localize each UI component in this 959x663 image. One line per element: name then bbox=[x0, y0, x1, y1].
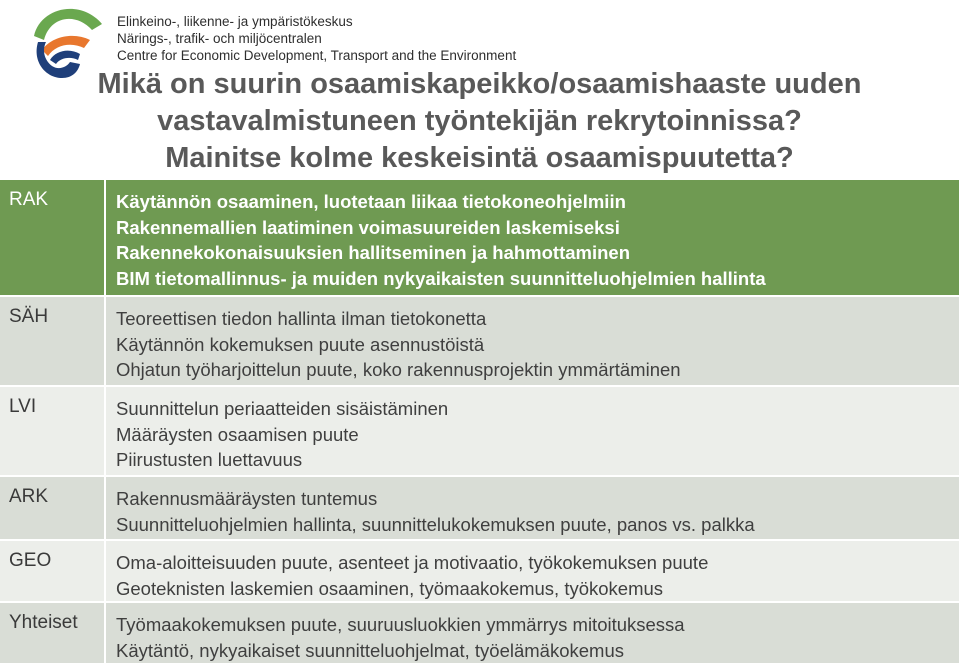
table-row-rak bbox=[0, 180, 959, 295]
org-line-en: Centre for Economic Development, Transport and the Environment bbox=[117, 48, 517, 63]
table-row-geo bbox=[0, 541, 959, 601]
table-row-lvi bbox=[0, 387, 959, 475]
title-line-2: vastavalmistuneen työntekijän rekrytoinnissa? bbox=[157, 105, 802, 137]
title-line-3: Mainitse kolme keskeisintä osaamispuutetta? bbox=[165, 142, 794, 174]
row-item: Suunnittelun periaatteiden sisäistäminen bbox=[116, 398, 449, 419]
row-content-ark bbox=[106, 477, 959, 539]
row-item: Rakennusmääräysten tuntemus bbox=[116, 488, 378, 509]
org-line-sv: Närings-, trafik- och miljöcentralen bbox=[117, 31, 322, 46]
table-row-yhteiset bbox=[0, 603, 959, 663]
row-item: Suunnitteluohjelmien hallinta, suunnittelukokemuksen puute, panos vs. palkka bbox=[116, 513, 755, 535]
table-row-ark bbox=[0, 477, 959, 539]
row-item: Rakennekokonaisuuksien hallitseminen ja hahmottaminen bbox=[116, 242, 631, 263]
row-item: Käytännön osaaminen, luotetaan liikaa tietokoneohjelmiin bbox=[116, 191, 626, 212]
slide-title bbox=[0, 66, 959, 177]
row-item: Määräysten osaamisen puute bbox=[116, 423, 359, 445]
row-item: BIM tietomallinnus- ja muiden nykyaikaisten suunnitteluohjelmien hallinta bbox=[116, 267, 766, 289]
row-item: Käytännön kokemuksen puute asennustöistä bbox=[116, 333, 485, 355]
org-line-fi: Elinkeino-, liikenne- ja ympäristökeskus bbox=[117, 14, 353, 29]
row-label-sah: SÄH bbox=[0, 297, 104, 385]
row-label-geo: GEO bbox=[0, 541, 104, 601]
row-content-sah bbox=[106, 297, 959, 385]
row-item: Työmaakokemuksen puute, suuruusluokkien ymmärrys mitoituksessa bbox=[116, 614, 685, 635]
row-item: Oma-aloitteisuuden puute, asenteet ja motivaatio, työkokemuksen puute bbox=[116, 552, 709, 573]
row-label-rak: RAK bbox=[0, 180, 104, 295]
row-content-lvi bbox=[106, 387, 959, 475]
row-item: Piirustusten luettavuus bbox=[116, 449, 303, 470]
row-label-lvi: LVI bbox=[0, 387, 104, 475]
organization-name bbox=[117, 13, 516, 64]
title-line-1: Mikä on suurin osaamiskapeikko/osaamishaaste uuden bbox=[97, 68, 862, 100]
row-label-ark: ARK bbox=[0, 477, 104, 539]
row-item: Geoteknisten laskemien osaaminen, työmaakokemus, työkokemus bbox=[116, 577, 664, 599]
row-content-rak bbox=[106, 180, 959, 295]
row-label-yhteiset: Yhteiset bbox=[0, 603, 104, 663]
row-item: Teoreettisen tiedon hallinta ilman tietokonetta bbox=[116, 308, 487, 329]
row-item: Käytäntö, nykyaikaiset suunnitteluohjelmat, työelämäkokemus bbox=[116, 639, 624, 661]
row-item: Ohjatun työharjoittelun puute, koko rakennusprojektin ymmärtäminen bbox=[116, 359, 681, 380]
row-item: Rakennemallien laatiminen voimasuureiden laskemiseksi bbox=[116, 216, 620, 238]
row-content-geo bbox=[106, 541, 959, 601]
table-row-sah bbox=[0, 297, 959, 385]
skills-gap-table bbox=[0, 180, 959, 663]
row-content-yhteiset bbox=[106, 603, 959, 663]
